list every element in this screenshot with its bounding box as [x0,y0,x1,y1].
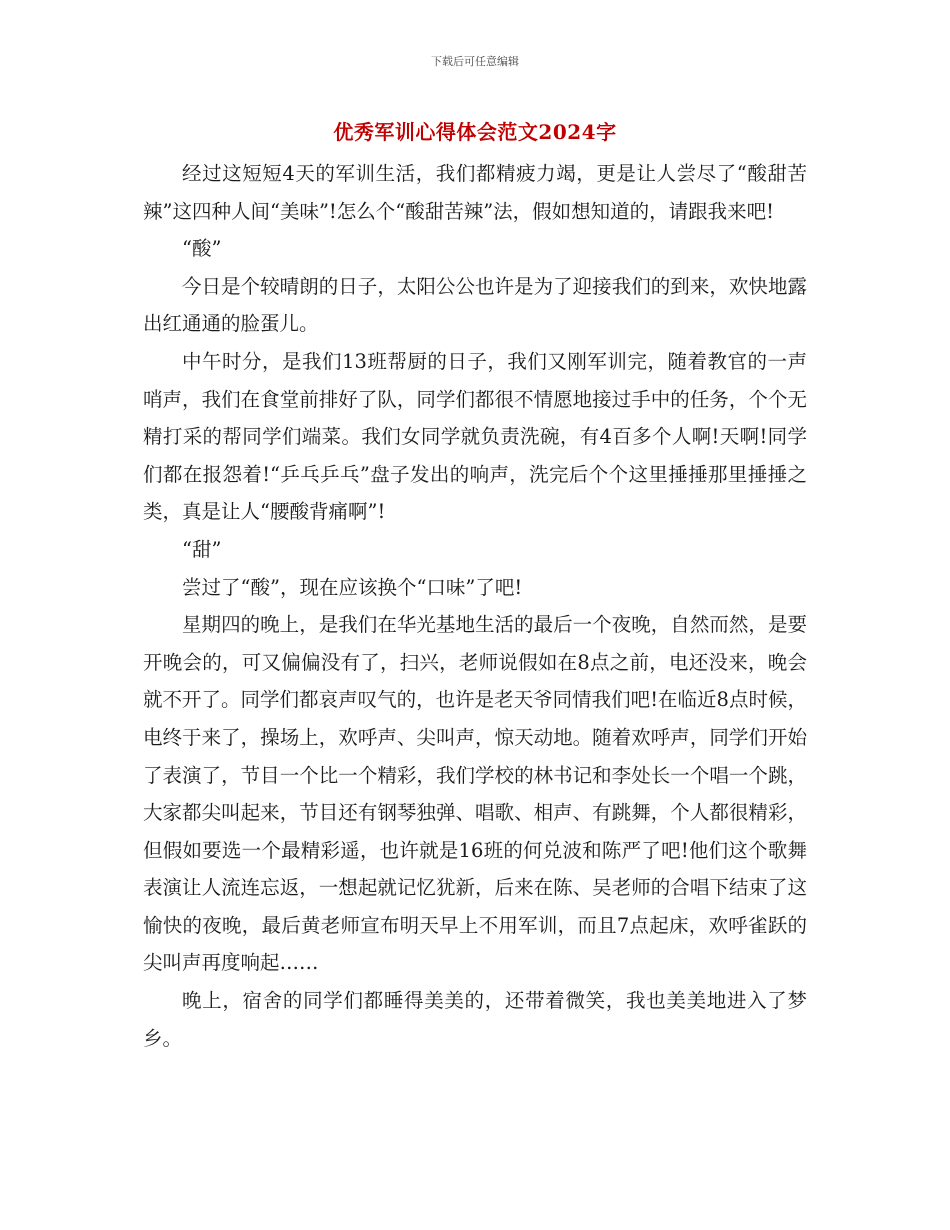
page-header-note: 下载后可任意编辑 [431,55,519,68]
document-title: 优秀军训心得体会范文2024字 [333,120,617,144]
paragraph: 中午时分，是我们13班帮厨的日子，我们又刚军训完，随着教官的一声哨声，我们在食堂前排好了队，同学们都很不情愿地接过手中的任务，个个无精打采的帮同学们端菜。我们女同学就负责洗碗，有4百多个人啊!天啊!同学们都在报怨着!“乒乓乒乓”盘子发出的响声，洗完后个个这里捶捶那里捶捶之类，真是让人“腰酸背痛啊”! [143,349,807,524]
paragraph: 尝过了“酸”，现在应该换个“口味”了吧! [182,575,523,599]
paragraph: 星期四的晚上，是我们在华光基地生活的最后一个夜晚，自然而然，是要开晚会的，可又偏偏没有了，扫兴，老师说假如在8点之前，电还没来，晚会就不开了。同学们都哀声叹气的，也许是老天爷同情我们吧!在临近8点时候，电终于来了，操场上，欢呼声、尖叫声，惊天动地。随着欢呼声，同学们开始了表演了，节目一个比一个精彩，我们学校的林书记和李处长一个唱一个跳，大家都尖叫起来，节目还有钢琴独弹、唱歌、相声、有跳舞，个人都很精彩，但假如要选一个最精彩遥，也许就是16班的何兑波和陈严了吧!他们这个歌舞表演让人流连忘返，一想起就记忆犹新，后来在陈、吴老师的合唱下结束了这愉快的夜晚，最后黄老师宣布明天早上不用军训，而且7点起床，欢呼雀跃的尖叫声再度响起…… [143,613,807,975]
section-heading-sweet: “甜” [182,537,222,561]
paragraph: 今日是个较晴朗的日子，太阳公公也许是为了迎接我们的到来，欢快地露出红通通的脸蛋儿。 [143,274,807,336]
paragraph: 经过这短短4天的军训生活，我们都精疲力竭，更是让人尝尽了“酸甜苦辣”这四种人间“美味”!怎么个“酸甜苦辣”法，假如想知道的，请跟我来吧! [143,162,807,223]
paragraph: 晚上，宿舍的同学们都睡得美美的，还带着微笑，我也美美地进入了梦乡。 [143,989,807,1050]
document-body [143,155,807,1057]
section-heading-sour: “酸” [182,237,222,261]
